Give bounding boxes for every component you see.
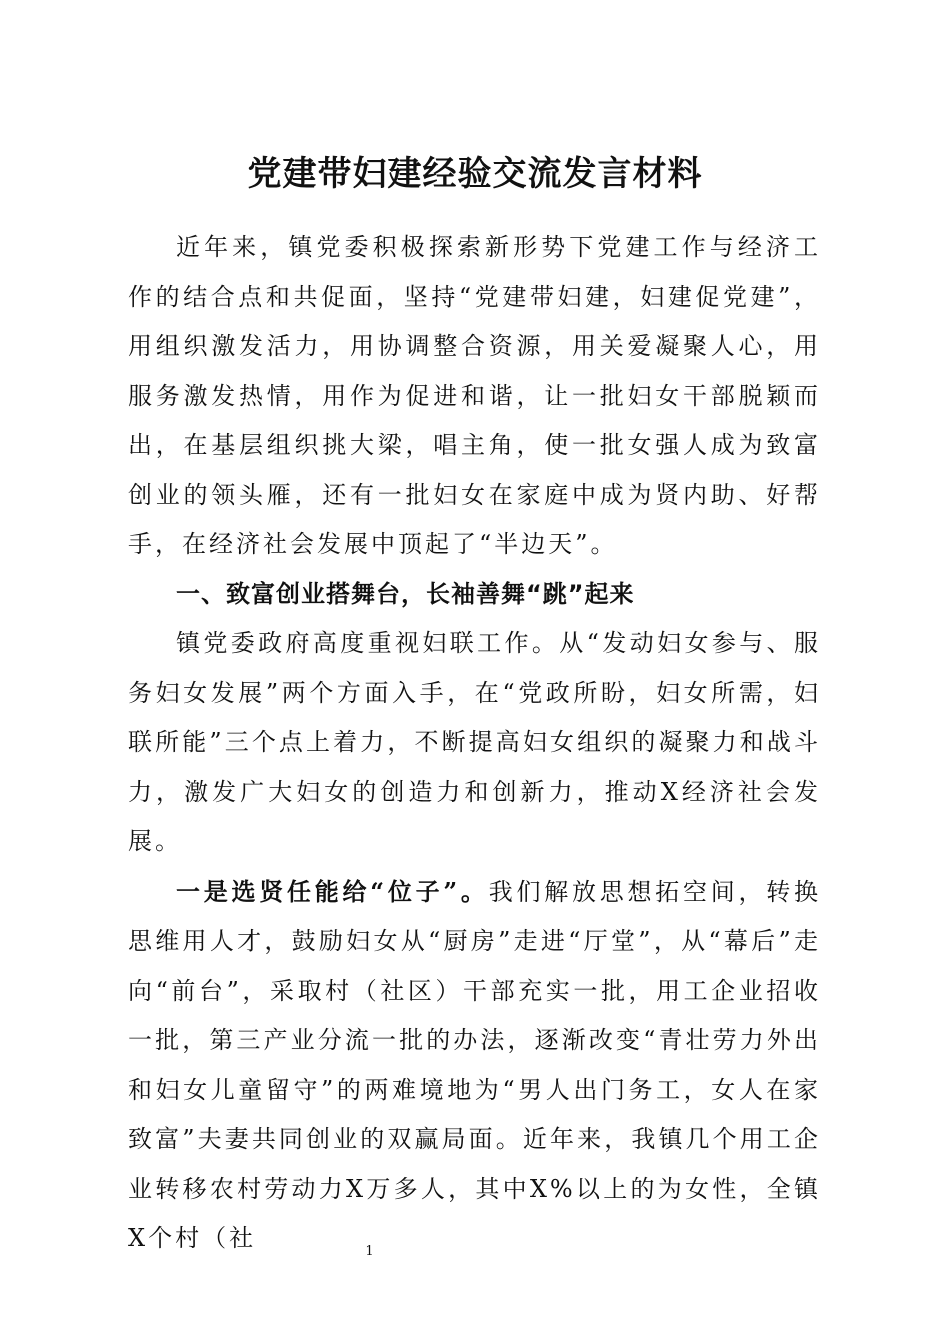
section-1-paragraph: 镇党委政府高度重视妇联工作。从“发动妇女参与、服务妇女发展”两个方面入手，在“党政所盼，妇女所需，妇联所能”三个点上着力，不断提高妇女组织的凝聚力和战斗力，激发广大妇女的创造力和创新力，推动X经济社会发展。 bbox=[128, 629, 821, 855]
point-1-paragraph bbox=[128, 867, 821, 1264]
intro-paragraph: 近年来，镇党委积极探索新形势下党建工作与经济工作的结合点和共促面，坚持“党建带妇建，妇建促党建”，用组织激发活力，用协调整合资源，用关爱凝聚人心，用服务激发热情，用作为促进和谐，让一批妇女干部脱颖而出，在基层组织挑大梁，唱主角，使一批女强人成为致富创业的领头雁，还有一批妇女在家庭中成为贤内助、好帮手，在经济社会发展中顶起了“半边天”。 bbox=[128, 233, 821, 558]
document-title: 党建带妇建经验交流发言材料 bbox=[247, 154, 703, 194]
point-1-text: 我们解放思想拓空间，转换思维用人才，鼓励妇女从“厨房”走进“厅堂”，从“幕后”走向“前台”，采取村（社区）干部充实一批，用工企业招收一批，第三产业分流一批的办法，逐渐改变“青壮劳力外出和妇女儿童留守”的两难境地为“男人出门务工，女人在家致富”夫妻共同创业的双赢局面。近年来，我镇几个用工企业转移农村劳动力X万多人，其中X%以上的为女性，全镇X个村（社 bbox=[128, 877, 822, 1252]
point-1-lead: 一是选贤任能给“位子”。 bbox=[176, 876, 489, 906]
section-heading-1: 一、致富创业搭舞台，长袖善舞“跳”起来 bbox=[176, 579, 635, 608]
document-body bbox=[128, 223, 821, 1264]
page-number: 1 bbox=[365, 1244, 374, 1259]
